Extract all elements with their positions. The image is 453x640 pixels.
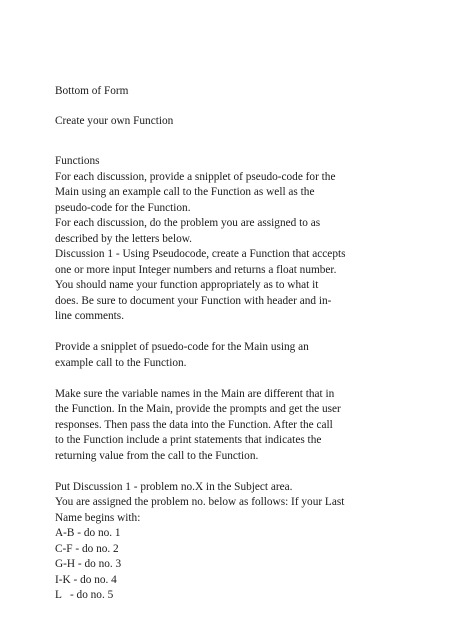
subject-line: Name begins with: bbox=[55, 511, 141, 524]
bottom-of-form-label bbox=[55, 84, 405, 100]
intro-line: For each discussion, do the problem you are assigned to as bbox=[55, 217, 321, 229]
intro-line: does. Be sure to document your Function with header and in- bbox=[55, 294, 332, 307]
intro-line: You should name your function appropriately as to what it bbox=[55, 279, 319, 291]
snippet-line: Provide a snipplet of psuedo-code for the Main using an bbox=[55, 341, 309, 353]
variables-line: to the Function include a print statements that indicates the bbox=[55, 434, 322, 446]
intro-line: Discussion 1 - Using Pseudocode, create a Function that accepts bbox=[55, 248, 346, 260]
subject-line: Put Discussion 1 - problem no.X in the Subject area. bbox=[55, 480, 293, 493]
intro-line: one or more input Integer numbers and returns a float number. bbox=[55, 263, 337, 276]
assignment-item: L - do no. 5 bbox=[55, 589, 114, 601]
section-heading: Functions bbox=[55, 155, 100, 167]
document-title bbox=[55, 114, 405, 130]
subject-line: You are assigned the problem no. below as follows: If your Last bbox=[55, 496, 345, 508]
intro-line: described by the letters below. bbox=[55, 232, 192, 245]
intro-line: For each discussion, provide a snipplet of pseudo-code for the bbox=[55, 170, 336, 183]
bottom-of-form-text: Bottom of Form bbox=[55, 85, 129, 97]
variables-line: returning value from the call to the Function. bbox=[55, 449, 259, 462]
assignment-item: A-B - do no. 1 bbox=[55, 527, 121, 539]
variables-line: responses. Then pass the data into the Function. After the call bbox=[55, 418, 333, 431]
paragraph-gap bbox=[55, 325, 405, 341]
assignment-item: C-F - do no. 2 bbox=[55, 542, 119, 555]
main-section bbox=[55, 154, 405, 604]
intro-line: Main using an example call to the Function as well as the bbox=[55, 186, 315, 198]
assignment-item: I-K - do no. 4 bbox=[55, 573, 117, 586]
variables-line: the Function. In the Main, provide the prompts and get the user bbox=[55, 403, 341, 415]
intro-line: line comments. bbox=[55, 310, 125, 322]
intro-line: pseudo-code for the Function. bbox=[55, 201, 191, 214]
paragraph-gap bbox=[55, 371, 405, 387]
assignment-item: G-H - do no. 3 bbox=[55, 558, 122, 570]
paragraph-gap bbox=[55, 464, 405, 480]
document-title-text: Create your own Function bbox=[55, 115, 174, 127]
variables-line: Make sure the variable names in the Main are different that in bbox=[55, 387, 335, 400]
snippet-line: example call to the Function. bbox=[55, 356, 187, 369]
